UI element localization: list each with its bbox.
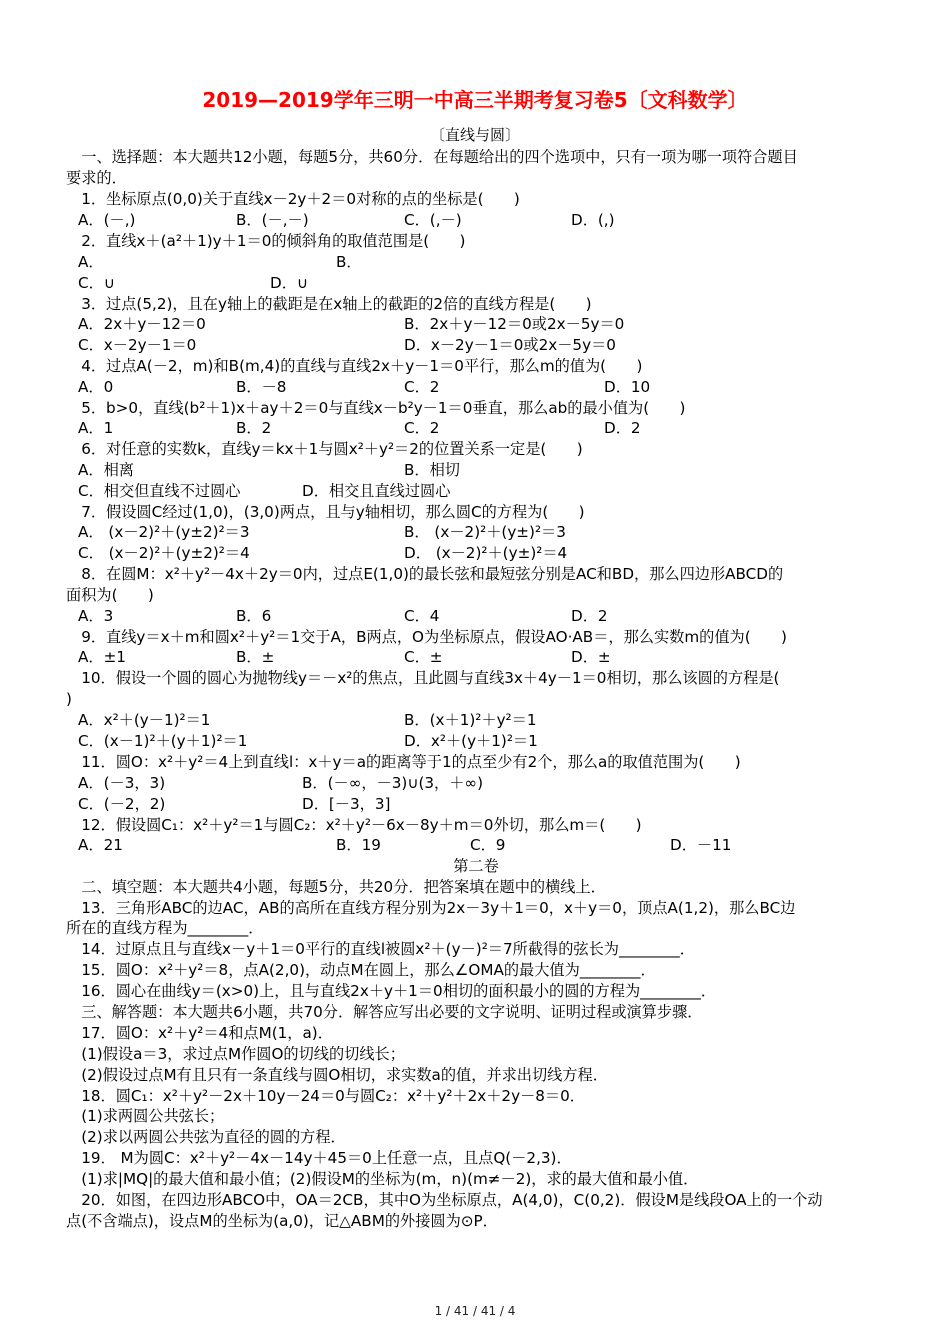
text-line: 二、填空题：本大题共4小题，每题5分，共20分．把答案填在题中的横线上．	[66, 878, 606, 896]
option-a: C．∪	[78, 274, 115, 292]
option-a: A．3	[78, 607, 114, 625]
option-b: B．±	[236, 648, 275, 666]
option-a: C．(－2，2)	[78, 795, 166, 813]
text-line: 12．假设圆C₁：x²＋y²＝1与圆C₂：x²＋y²－6x－8y＋m＝0外切，那么m＝( )	[66, 816, 642, 834]
document-subtitle: 〔直线与圆〕	[429, 126, 520, 144]
page-footer: 1 / 41 / 41 / 4	[434, 1304, 516, 1318]
option-c: C．(,－)	[404, 211, 462, 229]
option-b: B．(－∞，－3)∪(3，＋∞)	[302, 774, 483, 792]
option-b: B．	[336, 253, 362, 271]
text-line: 1．坐标原点(0,0)关于直线x－2y＋2＝0对称的点的坐标是( )	[66, 190, 520, 208]
text-line: 10．假设一个圆的圆心为抛物线y＝－x²的焦点，且此圆与直线3x＋4y－1＝0相切，那么该圆的方程是(	[66, 669, 780, 687]
option-d: D．2	[571, 607, 608, 625]
option-b: B．(x＋1)²＋y²＝1	[404, 711, 537, 729]
option-b: B．2x＋y－12＝0或2x－5y＝0	[404, 315, 625, 333]
option-c: C．2	[404, 378, 440, 396]
text-line: 一、选择题：本大题共12小题，每题5分，共60分．在每题给出的四个选项中，只有一项为哪一项符合题目	[66, 148, 798, 166]
text-line: 3．过点(5,2)，且在y轴上的截距是在x轴上的截距的2倍的直线方程是( )	[66, 295, 592, 313]
option-a: A．(－,)	[78, 211, 136, 229]
option-b: D．x－2y－1＝0或2x－5y＝0	[404, 336, 616, 354]
option-a: A．±1	[78, 648, 126, 666]
option-b: B．2	[236, 419, 272, 437]
option-d: D．－11	[670, 836, 732, 854]
option-b: B．(－,－)	[236, 211, 309, 229]
text-line: 4．过点A(－2，m)和B(m,4)的直线与直线2x＋y－1＝0平行，那么m的值为( )	[66, 357, 643, 375]
option-d: D．(,)	[571, 211, 615, 229]
text-line: 点(不含端点)，设点M的坐标为(a,0)，记△ABM的外接圆为⊙P．	[66, 1212, 498, 1230]
option-a: A．(－3，3)	[78, 774, 166, 792]
text-line: 要求的．	[66, 169, 127, 187]
option-b: B． (x－2)²＋(y±)²＝3	[404, 523, 566, 541]
text-line: 9．直线y＝x＋m和圆x²＋y²＝1交于A，B两点，O为坐标原点，假设AO·AB＝，那么实数m的值为( )	[66, 628, 787, 646]
option-a: C．x－2y－1＝0	[78, 336, 197, 354]
option-d: D．10	[604, 378, 651, 396]
option-a: A．21	[78, 836, 123, 854]
option-c: C．2	[404, 419, 440, 437]
text-line: (1)假设a＝3，求过点M作圆O的切线的切线长；	[66, 1045, 405, 1063]
option-b: B．19	[336, 836, 381, 854]
option-a: C．相交但直线不过圆心	[78, 482, 241, 500]
text-line: 13．三角形ABC的边AC，AB的高所在直线方程分别为2x－3y＋1＝0，x＋y＝0，顶点A(1,2)，那么BC边	[66, 899, 796, 917]
option-c: C．±	[404, 648, 443, 666]
option-b: D． (x－2)²＋(y±)²＝4	[404, 544, 568, 562]
text-line: 2．直线x＋(a²＋1)y＋1＝0的倾斜角的取值范围是( )	[66, 232, 466, 250]
option-b: B．相切	[404, 461, 460, 479]
text-line: 5．b>0，直线(b²＋1)x＋ay＋2＝0与直线x－b²y－1＝0垂直，那么ab的最小值为( )	[66, 399, 686, 417]
option-a: A．1	[78, 419, 114, 437]
option-d: D．2	[604, 419, 641, 437]
option-b: D．x²＋(y＋1)²＝1	[404, 732, 538, 750]
text-line: (1)求|MQ|的最大值和最小值；(2)假设M的坐标为(m，n)(m≠－2)，求的最大值和最小值．	[66, 1170, 699, 1188]
text-line: 8．在圆M：x²＋y²－4x＋2y＝0内，过点E(1,0)的最长弦和最短弦分别是AC和BD，那么四边形ABCD的	[66, 565, 784, 583]
option-a: A．2x＋y－12＝0	[78, 315, 206, 333]
text-line: 20．如图，在四边形ABCO中，OA＝2CB，其中O为坐标原点，A(4,0)，C(0,2)．假设M是线段OA上的一个动	[66, 1191, 823, 1209]
option-a: A． (x－2)²＋(y±2)²＝3	[78, 523, 250, 541]
document-title: 2019—2019学年三明一中高三半期考复习卷5〔文科数学〕	[202, 88, 748, 112]
option-c: C．4	[404, 607, 440, 625]
text-line: 7．假设圆C经过(1,0)，(3,0)两点，且与y轴相切，那么圆C的方程为( )	[66, 503, 585, 521]
option-b: D．∪	[270, 274, 308, 292]
text-line: 面积为( )	[66, 586, 154, 604]
text-line: 所在的直线方程为________．	[66, 919, 264, 937]
option-c: C．9	[470, 836, 506, 854]
text-line: 18．圆C₁：x²＋y²－2x＋10y－24＝0与圆C₂：x²＋y²＋2x＋2y－8＝0．	[66, 1087, 585, 1105]
option-a: C．(x－1)²＋(y＋1)²＝1	[78, 732, 248, 750]
option-b: B．6	[236, 607, 272, 625]
section-heading: 第二卷	[453, 857, 499, 875]
option-a: A．0	[78, 378, 114, 396]
option-b: D．相交且直线过圆心	[302, 482, 451, 500]
text-line: 17．圆O：x²＋y²＝4和点M(1，a)．	[66, 1024, 333, 1042]
option-a: A．x²＋(y－1)²＝1	[78, 711, 211, 729]
text-line: 三、解答题：本大题共6小题，共70分．解答应写出必要的文字说明、证明过程或演算步骤．	[66, 1003, 703, 1021]
text-line: 19． M为圆C：x²＋y²－4x－14y＋45＝0上任意一点，且点Q(－2,3)．	[66, 1149, 572, 1167]
option-d: D．±	[571, 648, 611, 666]
text-line: 15．圆O：x²＋y²＝8，点A(2,0)，动点M在圆上，那么∠OMA的最大值为________．	[66, 961, 656, 979]
text-line: )	[66, 690, 72, 708]
text-line: 14．过原点且与直线x－y＋1＝0平行的直线l被圆x²＋(y－)²＝7所截得的弦长为________．	[66, 940, 695, 958]
option-b: D．[－3，3]	[302, 795, 391, 813]
option-a: A．相离	[78, 461, 134, 479]
option-a: C． (x－2)²＋(y±2)²＝4	[78, 544, 250, 562]
option-a: A．	[78, 253, 104, 271]
text-line: (2)假设过点M有且只有一条直线与圆O相切，求实数a的值，并求出切线方程．	[66, 1066, 608, 1084]
text-line: (1)求两圆公共弦长；	[66, 1107, 225, 1125]
text-line: 6．对任意的实数k，直线y＝kx＋1与圆x²＋y²＝2的位置关系一定是( )	[66, 440, 583, 458]
option-b: B．－8	[236, 378, 287, 396]
text-line: 11．圆O：x²＋y²＝4上到直线l：x＋y＝a的距离等于1的点至少有2个，那么a的取值范围为( )	[66, 753, 741, 771]
text-line: (2)求以两圆公共弦为直径的圆的方程．	[66, 1128, 346, 1146]
text-line: 16．圆心在曲线y＝(x>0)上，且与直线2x＋y＋1＝0相切的面积最小的圆的方程为________．	[66, 982, 717, 1000]
